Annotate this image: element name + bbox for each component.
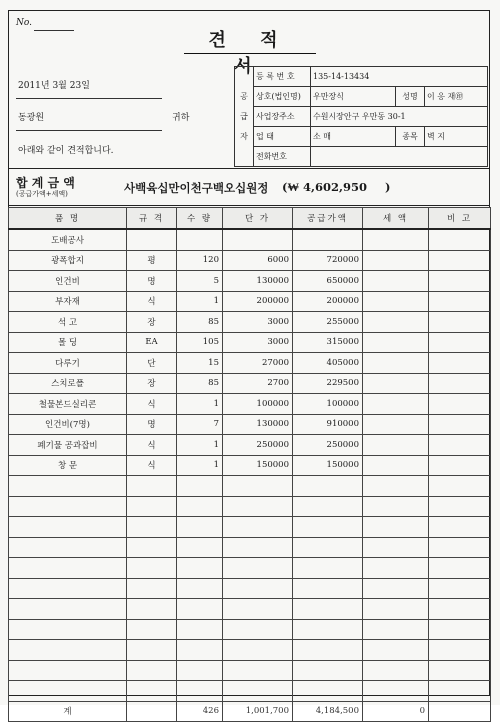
item-unit-price-cell bbox=[223, 517, 293, 538]
items-table bbox=[8, 207, 491, 722]
item-tax-cell bbox=[363, 660, 429, 681]
estimate-notice: 아래와 같이 견적합니다. bbox=[18, 146, 114, 156]
item-unit-price-cell: 150000 bbox=[223, 455, 293, 476]
item-name-cell: 다루기 bbox=[9, 353, 127, 374]
table-row bbox=[9, 640, 491, 661]
phone-value bbox=[311, 147, 488, 167]
item-supply-amount-cell bbox=[293, 578, 363, 599]
items-header-row bbox=[9, 208, 491, 230]
item-supply-amount-cell: 315000 bbox=[293, 332, 363, 353]
item-note-cell bbox=[429, 640, 491, 661]
item-supply-amount-cell bbox=[293, 517, 363, 538]
item-name-cell bbox=[9, 476, 127, 497]
item-note-cell bbox=[429, 476, 491, 497]
table-row bbox=[9, 435, 491, 456]
item-tax-cell bbox=[363, 394, 429, 415]
item-spec-cell: 식 bbox=[127, 394, 177, 415]
item-tax-cell bbox=[363, 619, 429, 640]
item-qty-cell: 1 bbox=[177, 455, 223, 476]
representative-value: 이 응 재㊞ bbox=[425, 87, 488, 107]
sum-row bbox=[9, 701, 491, 722]
item-tax-cell bbox=[363, 578, 429, 599]
recipient-name: 동광원 bbox=[18, 113, 45, 123]
item-qty-cell: 5 bbox=[177, 271, 223, 292]
item-spec-cell bbox=[127, 496, 177, 517]
sum-item-name-cell: 계 bbox=[9, 701, 127, 722]
item-note-cell bbox=[429, 435, 491, 456]
col-header-item: 품 명 bbox=[9, 208, 127, 230]
item-name-cell bbox=[9, 599, 127, 620]
item-unit-price-cell: 3000 bbox=[223, 312, 293, 333]
item-qty-cell: 85 bbox=[177, 373, 223, 394]
number-line bbox=[34, 30, 74, 31]
item-supply-amount-cell: 150000 bbox=[293, 455, 363, 476]
item-unit-price-cell: 2700 bbox=[223, 373, 293, 394]
item-tax-cell bbox=[363, 496, 429, 517]
item-supply-amount-cell: 255000 bbox=[293, 312, 363, 333]
item-note-cell bbox=[429, 578, 491, 599]
item-supply-amount-cell bbox=[293, 599, 363, 620]
item-qty-cell bbox=[177, 640, 223, 661]
document-title: 견 적 서 bbox=[208, 30, 292, 77]
item-tax-cell bbox=[363, 291, 429, 312]
item-spec-cell bbox=[127, 476, 177, 497]
recipient-underline bbox=[16, 130, 162, 131]
col-header-qty: 수 량 bbox=[177, 208, 223, 230]
item-supply-amount-cell bbox=[293, 681, 363, 702]
col-header-spec: 규 격 bbox=[127, 208, 177, 230]
total-amount-figure: (₩ 4,602,950 bbox=[282, 180, 367, 194]
title-underline bbox=[184, 53, 316, 54]
item-supply-amount-cell: 650000 bbox=[293, 271, 363, 292]
item-unit-price-cell: 100000 bbox=[223, 394, 293, 415]
item-unit-price-cell bbox=[223, 229, 293, 250]
item-unit-price-cell bbox=[223, 476, 293, 497]
item-qty-cell bbox=[177, 681, 223, 702]
item-unit-price-cell bbox=[223, 660, 293, 681]
item-unit-price-cell bbox=[223, 640, 293, 661]
item-note-cell bbox=[429, 496, 491, 517]
table-row bbox=[9, 271, 491, 292]
item-note-cell bbox=[429, 599, 491, 620]
item-spec-cell: EA bbox=[127, 332, 177, 353]
item-spec-cell bbox=[127, 537, 177, 558]
sum-item-spec-cell bbox=[127, 701, 177, 722]
item-qty-cell bbox=[177, 619, 223, 640]
item-tax-cell bbox=[363, 435, 429, 456]
item-qty-cell bbox=[177, 517, 223, 538]
sum-item-unit-price-cell: 1,001,700 bbox=[223, 701, 293, 722]
business-item-value: 벽 지 bbox=[425, 127, 488, 147]
item-unit-price-cell: 200000 bbox=[223, 291, 293, 312]
item-spec-cell: 단 bbox=[127, 353, 177, 374]
item-tax-cell bbox=[363, 681, 429, 702]
item-note-cell bbox=[429, 660, 491, 681]
col-header-tax: 세 액 bbox=[363, 208, 429, 230]
item-name-cell: 부자재 bbox=[9, 291, 127, 312]
item-supply-amount-cell bbox=[293, 476, 363, 497]
table-row bbox=[9, 660, 491, 681]
item-name-cell: 광폭합지 bbox=[9, 250, 127, 271]
table-row bbox=[9, 394, 491, 415]
item-name-cell: 스치로폴 bbox=[9, 373, 127, 394]
table-row bbox=[9, 681, 491, 702]
item-qty-cell bbox=[177, 229, 223, 250]
address-value: 수원시장안구 우만동 30-1 bbox=[311, 107, 488, 127]
item-name-cell bbox=[9, 517, 127, 538]
table-row bbox=[9, 476, 491, 497]
item-spec-cell bbox=[127, 517, 177, 538]
item-supply-amount-cell bbox=[293, 558, 363, 579]
representative-label: 성명 bbox=[396, 87, 425, 107]
item-tax-cell bbox=[363, 558, 429, 579]
item-qty-cell: 1 bbox=[177, 291, 223, 312]
item-note-cell bbox=[429, 373, 491, 394]
table-row bbox=[9, 496, 491, 517]
item-qty-cell: 120 bbox=[177, 250, 223, 271]
reg-number-value: 135-14-13434 bbox=[311, 67, 488, 87]
item-qty-cell bbox=[177, 660, 223, 681]
number-label: No. bbox=[16, 18, 32, 28]
sum-item-tax-cell: 0 bbox=[363, 701, 429, 722]
item-unit-price-cell: 130000 bbox=[223, 271, 293, 292]
col-header-note: 비 고 bbox=[429, 208, 491, 230]
item-unit-price-cell bbox=[223, 496, 293, 517]
item-name-cell bbox=[9, 660, 127, 681]
supplier-side-label: 공 급 자 bbox=[235, 67, 254, 167]
business-item-label: 종목 bbox=[396, 127, 425, 147]
item-name-cell: 몰 딩 bbox=[9, 332, 127, 353]
item-spec-cell: 식 bbox=[127, 455, 177, 476]
item-qty-cell: 105 bbox=[177, 332, 223, 353]
item-name-cell: 인건비 bbox=[9, 271, 127, 292]
item-note-cell bbox=[429, 312, 491, 333]
item-tax-cell bbox=[363, 229, 429, 250]
item-unit-price-cell bbox=[223, 578, 293, 599]
item-spec-cell bbox=[127, 619, 177, 640]
item-spec-cell bbox=[127, 578, 177, 599]
item-tax-cell bbox=[363, 537, 429, 558]
sum-item-supply-amount-cell: 4,184,500 bbox=[293, 701, 363, 722]
item-name-cell bbox=[9, 681, 127, 702]
col-header-unit-price: 단 가 bbox=[223, 208, 293, 230]
item-note-cell bbox=[429, 414, 491, 435]
item-unit-price-cell: 250000 bbox=[223, 435, 293, 456]
item-unit-price-cell: 6000 bbox=[223, 250, 293, 271]
item-tax-cell bbox=[363, 640, 429, 661]
item-tax-cell bbox=[363, 373, 429, 394]
item-name-cell: 철물본드실리콘 bbox=[9, 394, 127, 415]
item-supply-amount-cell: 250000 bbox=[293, 435, 363, 456]
item-spec-cell: 장 bbox=[127, 373, 177, 394]
table-row bbox=[9, 291, 491, 312]
item-tax-cell bbox=[363, 414, 429, 435]
item-supply-amount-cell: 405000 bbox=[293, 353, 363, 374]
item-spec-cell bbox=[127, 681, 177, 702]
recipient-honorific: 귀하 bbox=[172, 113, 190, 123]
item-tax-cell bbox=[363, 250, 429, 271]
item-qty-cell: 85 bbox=[177, 312, 223, 333]
item-tax-cell bbox=[363, 476, 429, 497]
item-note-cell bbox=[429, 291, 491, 312]
table-row bbox=[9, 558, 491, 579]
item-spec-cell: 평 bbox=[127, 250, 177, 271]
item-qty-cell bbox=[177, 496, 223, 517]
item-note-cell bbox=[429, 681, 491, 702]
item-note-cell bbox=[429, 455, 491, 476]
item-spec-cell bbox=[127, 229, 177, 250]
item-unit-price-cell: 3000 bbox=[223, 332, 293, 353]
item-unit-price-cell bbox=[223, 537, 293, 558]
item-note-cell bbox=[429, 517, 491, 538]
item-tax-cell bbox=[363, 517, 429, 538]
item-supply-amount-cell bbox=[293, 640, 363, 661]
item-name-cell bbox=[9, 640, 127, 661]
item-name-cell bbox=[9, 619, 127, 640]
total-top-rule bbox=[8, 168, 490, 169]
table-row bbox=[9, 537, 491, 558]
date-underline bbox=[16, 98, 162, 99]
item-spec-cell: 명 bbox=[127, 271, 177, 292]
item-note-cell bbox=[429, 353, 491, 374]
table-row bbox=[9, 332, 491, 353]
item-unit-price-cell bbox=[223, 619, 293, 640]
table-row bbox=[9, 250, 491, 271]
table-row bbox=[9, 619, 491, 640]
item-tax-cell bbox=[363, 271, 429, 292]
reg-number-label: 등 록 번 호 bbox=[254, 67, 311, 87]
total-amount-words: 사백육십만이천구백오십원정 bbox=[124, 181, 269, 195]
total-bottom-rule bbox=[8, 205, 490, 206]
total-amount-close: ) bbox=[385, 180, 391, 194]
item-spec-cell: 식 bbox=[127, 291, 177, 312]
item-qty-cell: 15 bbox=[177, 353, 223, 374]
table-row bbox=[9, 373, 491, 394]
item-name-cell: 도배공사 bbox=[9, 229, 127, 250]
item-note-cell bbox=[429, 537, 491, 558]
item-tax-cell bbox=[363, 455, 429, 476]
item-tax-cell bbox=[363, 353, 429, 374]
company-name-label: 상호(법인명) bbox=[254, 87, 311, 107]
item-supply-amount-cell: 229500 bbox=[293, 373, 363, 394]
item-name-cell bbox=[9, 558, 127, 579]
item-name-cell: 인건비(7명) bbox=[9, 414, 127, 435]
item-spec-cell: 장 bbox=[127, 312, 177, 333]
item-qty-cell bbox=[177, 476, 223, 497]
item-unit-price-cell: 27000 bbox=[223, 353, 293, 374]
item-supply-amount-cell: 910000 bbox=[293, 414, 363, 435]
item-spec-cell bbox=[127, 660, 177, 681]
item-spec-cell bbox=[127, 599, 177, 620]
item-supply-amount-cell bbox=[293, 619, 363, 640]
business-type-label: 업 태 bbox=[254, 127, 311, 147]
table-row bbox=[9, 414, 491, 435]
item-note-cell bbox=[429, 271, 491, 292]
item-tax-cell bbox=[363, 332, 429, 353]
business-type-value: 소 매 bbox=[311, 127, 396, 147]
issue-date: 2011년 3월 23일 bbox=[18, 81, 90, 91]
total-amount-label: 합 계 금 액 bbox=[16, 176, 75, 190]
item-qty-cell bbox=[177, 599, 223, 620]
item-supply-amount-cell bbox=[293, 537, 363, 558]
item-name-cell bbox=[9, 496, 127, 517]
item-name-cell: 창 문 bbox=[9, 455, 127, 476]
col-header-supply-amount: 공급가액 bbox=[293, 208, 363, 230]
item-name-cell: 석 고 bbox=[9, 312, 127, 333]
table-row bbox=[9, 455, 491, 476]
item-supply-amount-cell: 200000 bbox=[293, 291, 363, 312]
item-unit-price-cell bbox=[223, 558, 293, 579]
item-spec-cell: 명 bbox=[127, 414, 177, 435]
items-body bbox=[9, 229, 491, 722]
sum-item-note-cell bbox=[429, 701, 491, 722]
item-supply-amount-cell: 720000 bbox=[293, 250, 363, 271]
item-spec-cell bbox=[127, 640, 177, 661]
item-unit-price-cell bbox=[223, 681, 293, 702]
item-note-cell bbox=[429, 619, 491, 640]
item-qty-cell: 7 bbox=[177, 414, 223, 435]
table-row bbox=[9, 312, 491, 333]
company-name-value: 우만장식 bbox=[311, 87, 396, 107]
item-name-cell bbox=[9, 578, 127, 599]
item-name-cell: 폐기물 공과잡비 bbox=[9, 435, 127, 456]
table-row bbox=[9, 578, 491, 599]
item-supply-amount-cell: 100000 bbox=[293, 394, 363, 415]
item-qty-cell bbox=[177, 558, 223, 579]
item-note-cell bbox=[429, 332, 491, 353]
table-row bbox=[9, 229, 491, 250]
item-note-cell bbox=[429, 558, 491, 579]
item-qty-cell bbox=[177, 578, 223, 599]
item-note-cell bbox=[429, 229, 491, 250]
item-unit-price-cell: 130000 bbox=[223, 414, 293, 435]
item-qty-cell bbox=[177, 537, 223, 558]
item-note-cell bbox=[429, 250, 491, 271]
item-tax-cell bbox=[363, 312, 429, 333]
item-supply-amount-cell bbox=[293, 660, 363, 681]
item-qty-cell: 1 bbox=[177, 394, 223, 415]
item-supply-amount-cell bbox=[293, 496, 363, 517]
supplier-table bbox=[234, 66, 488, 167]
item-qty-cell: 1 bbox=[177, 435, 223, 456]
address-label: 사업장주소 bbox=[254, 107, 311, 127]
item-name-cell bbox=[9, 537, 127, 558]
table-row bbox=[9, 599, 491, 620]
table-row bbox=[9, 517, 491, 538]
item-tax-cell bbox=[363, 599, 429, 620]
item-unit-price-cell bbox=[223, 599, 293, 620]
sum-item-qty-cell: 426 bbox=[177, 701, 223, 722]
phone-label: 전화번호 bbox=[254, 147, 311, 167]
table-row bbox=[9, 353, 491, 374]
item-supply-amount-cell bbox=[293, 229, 363, 250]
item-spec-cell bbox=[127, 558, 177, 579]
total-amount-sublabel: (공급가액+세액) bbox=[16, 190, 68, 198]
item-spec-cell: 식 bbox=[127, 435, 177, 456]
item-note-cell bbox=[429, 394, 491, 415]
